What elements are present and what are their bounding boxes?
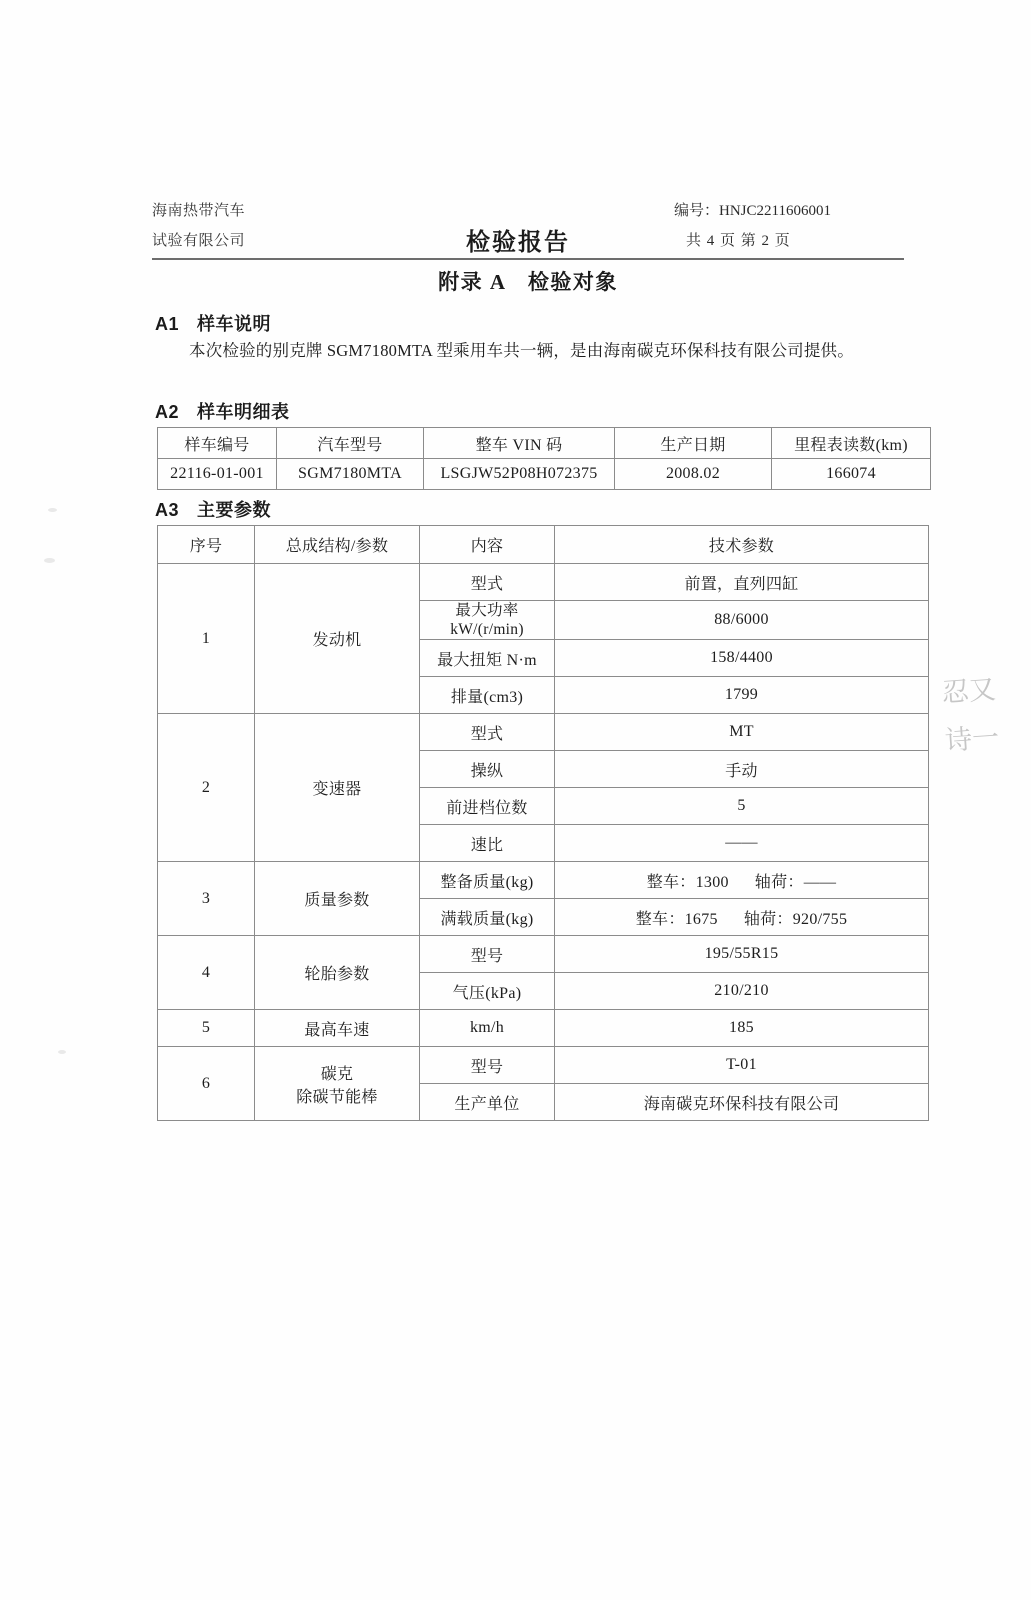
table-row — [158, 714, 929, 751]
item-cell: 前进档位数 — [420, 788, 555, 825]
report-header — [152, 196, 904, 257]
value-cell: 1799 — [555, 677, 929, 714]
section-title-a2: 样车明细表 — [197, 402, 290, 422]
group-number-cell: 4 — [158, 936, 255, 1010]
value-cell: 158/4400 — [555, 640, 929, 677]
column-header: 技术参数 — [555, 526, 929, 564]
group-number-cell: 6 — [158, 1047, 255, 1121]
company-line-2: 试验有限公司 — [152, 233, 246, 249]
page-number: 共 4 页 第 2 页 — [686, 233, 791, 249]
value-part-1: 整车：1300 — [646, 873, 729, 891]
item-cell: 生产单位 — [420, 1084, 555, 1121]
vin-cell: LSGJW52P08H072375 — [424, 459, 615, 490]
section-heading-a3 — [155, 496, 271, 522]
item-cell: 型式 — [420, 714, 555, 751]
table-row — [158, 1047, 929, 1084]
scan-speckle — [48, 508, 57, 512]
item-cell: 满载质量(kg) — [420, 899, 555, 936]
value-cell — [555, 862, 929, 899]
assembly-line-1: 碳克 — [320, 1065, 354, 1083]
item-cell: 型号 — [420, 1047, 555, 1084]
issuing-company — [152, 196, 362, 256]
item-cell: 最大扭矩 N·m — [420, 640, 555, 677]
column-header: 内容 — [420, 526, 555, 564]
group-assembly-cell: 最高车速 — [255, 1010, 420, 1047]
value-cell: 195/55R15 — [555, 936, 929, 973]
sample-detail-table — [157, 427, 931, 490]
item-line-2: kW/(r/min) — [450, 621, 524, 638]
item-cell — [420, 601, 555, 640]
section-title-a3: 主要参数 — [197, 500, 272, 520]
a1-paragraph: 本次检验的别克牌 SGM7180MTA 型乘用车共一辆，是由海南碳克环保科技有限公司提供。 — [189, 341, 854, 360]
appendix-title: 附录 A 检验对象 — [438, 270, 618, 294]
scan-speckle — [58, 1050, 66, 1054]
column-header: 汽车型号 — [277, 428, 424, 459]
header-divider — [152, 258, 904, 260]
column-header: 样车编号 — [158, 428, 277, 459]
item-cell: 气压(kPa) — [420, 973, 555, 1010]
scan-speckle — [44, 558, 55, 563]
item-cell: 操纵 — [420, 751, 555, 788]
group-assembly-cell: 发动机 — [255, 564, 420, 714]
section-number-a2: A2 — [155, 402, 180, 422]
group-assembly-cell: 质量参数 — [255, 862, 420, 936]
section-title-a1: 样车说明 — [197, 314, 272, 334]
odometer-cell: 166074 — [772, 459, 931, 490]
value-cell: 185 — [555, 1010, 929, 1047]
section-number-a3: A3 — [155, 500, 180, 520]
value-cell: T-01 — [555, 1047, 929, 1084]
value-cell: —— — [555, 825, 929, 862]
item-cell: km/h — [420, 1010, 555, 1047]
value-part-1: 整车：1675 — [635, 910, 718, 928]
table-header-row — [158, 526, 929, 564]
group-assembly-cell: 轮胎参数 — [255, 936, 420, 1010]
item-cell: 型号 — [420, 936, 555, 973]
item-line-1: 最大功率 — [455, 602, 519, 619]
value-part-2: 轴荷：920/755 — [743, 910, 848, 928]
value-cell: 手动 — [555, 751, 929, 788]
item-cell: 排量(cm3) — [420, 677, 555, 714]
table-header-row — [158, 428, 931, 459]
group-number-cell: 2 — [158, 714, 255, 862]
group-number-cell: 3 — [158, 862, 255, 936]
table-row — [158, 862, 929, 899]
value-cell: 88/6000 — [555, 601, 929, 640]
item-cell: 整备质量(kg) — [420, 862, 555, 899]
vehicle-model-cell: SGM7180MTA — [277, 459, 424, 490]
value-cell: 海南碳克环保科技有限公司 — [555, 1084, 929, 1121]
value-cell: 前置，直列四缸 — [555, 564, 929, 601]
report-title: 检验报告 — [466, 230, 570, 256]
item-cell: 型式 — [420, 564, 555, 601]
production-date-cell: 2008.02 — [615, 459, 772, 490]
table-row — [158, 459, 931, 490]
item-cell: 速比 — [420, 825, 555, 862]
section-heading-a2 — [155, 398, 290, 424]
sample-number-cell: 22116-01-001 — [158, 459, 277, 490]
table-row — [158, 1010, 929, 1047]
group-number-cell: 5 — [158, 1010, 255, 1047]
value-cell — [555, 899, 929, 936]
section-number-a1: A1 — [155, 314, 180, 334]
company-line-1: 海南热带汽车 — [152, 203, 246, 219]
column-header: 生产日期 — [615, 428, 772, 459]
value-cell: MT — [555, 714, 929, 751]
column-header: 里程表读数(km) — [772, 428, 931, 459]
value-cell: 210/210 — [555, 973, 929, 1010]
report-number: 编号：HNJC2211606001 — [674, 203, 831, 219]
column-header: 序号 — [158, 526, 255, 564]
group-assembly-cell — [255, 1047, 420, 1121]
main-parameters-table — [157, 525, 929, 1121]
value-part-2: 轴荷：—— — [754, 873, 837, 891]
table-row — [158, 936, 929, 973]
group-assembly-cell: 变速器 — [255, 714, 420, 862]
column-header: 总成结构/参数 — [255, 526, 420, 564]
table-row — [158, 564, 929, 601]
assembly-line-2: 除碳节能棒 — [296, 1088, 378, 1106]
section-heading-a1 — [155, 310, 271, 336]
value-cell: 5 — [555, 788, 929, 825]
handwritten-side-annotation: 忍又诗一 — [940, 674, 1001, 757]
group-number-cell: 1 — [158, 564, 255, 714]
report-meta — [674, 196, 904, 256]
column-header: 整车 VIN 码 — [424, 428, 615, 459]
